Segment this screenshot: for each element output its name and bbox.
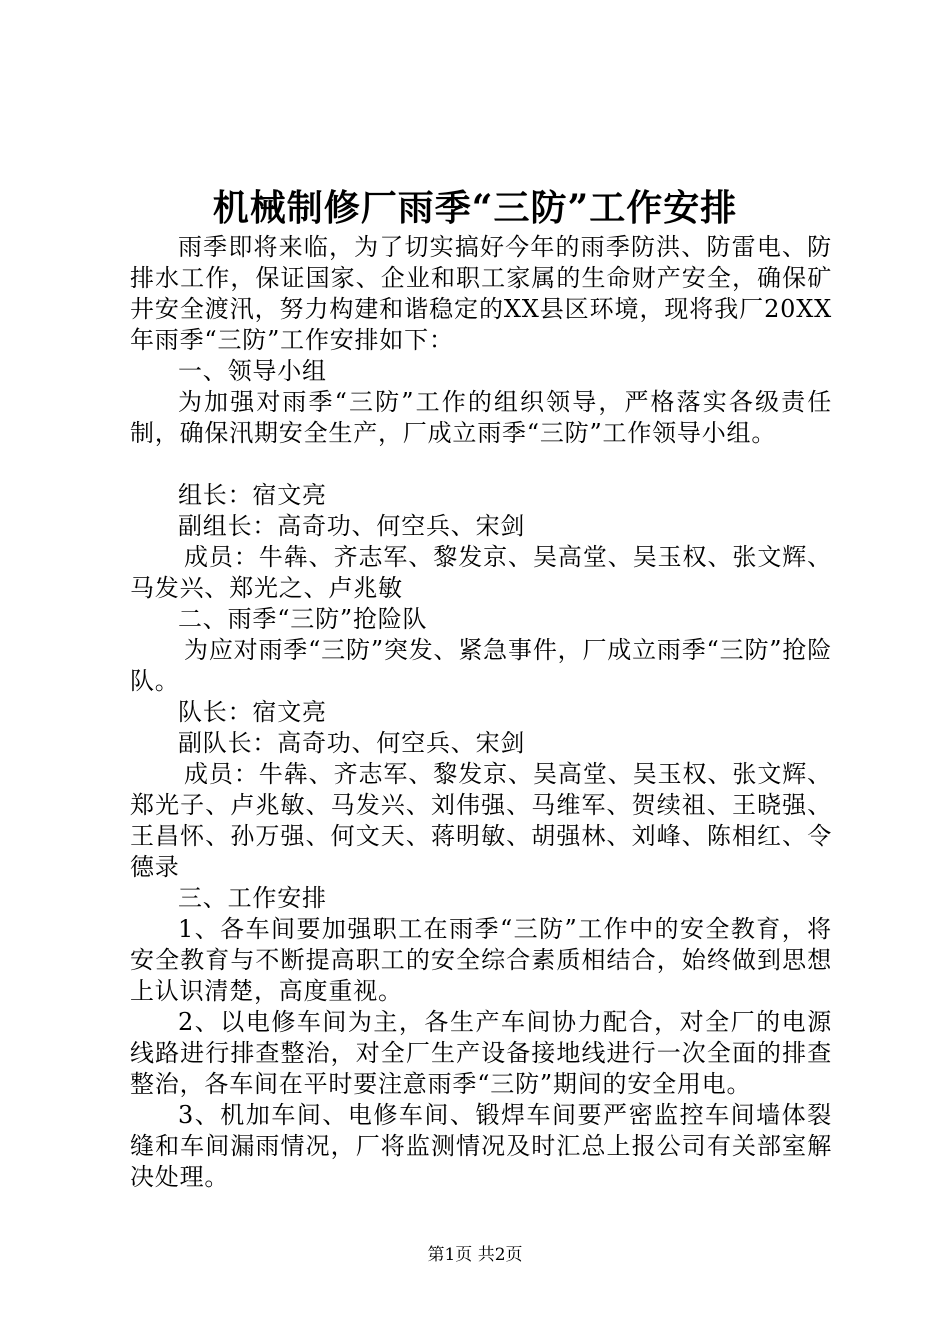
deputy-leader-line: 副组长：高奇功、何空兵、宋剑	[178, 512, 526, 540]
leadership-paragraph: 为加强对雨季“三防”工作的组织领导，严格落实各级责任制，确保汛期安全生产，厂成立雨季“三防”工作领导小组。	[130, 388, 832, 447]
section-heading-rescue-team: 二、雨季“三防”抢险队	[178, 605, 428, 633]
leader-line: 组长：宿文亮	[178, 481, 327, 509]
work-item-3: 3、机加车间、电修车间、锻焊车间要严密监控车间墙体裂缝和车间漏雨情况，厂将监测情况及时汇总上报公司有关部室解决处理。	[130, 1101, 832, 1191]
document-title: 机械制修厂雨季“三防”工作安排	[212, 187, 738, 229]
document-body	[130, 232, 832, 1193]
section-heading-leadership: 一、领导小组	[178, 357, 327, 385]
vice-captain-line: 副队长：高奇功、何空兵、宋剑	[178, 729, 526, 757]
blank-line	[130, 449, 832, 480]
section-heading-work-plan: 三、工作安排	[178, 884, 327, 912]
page-footer: 第1页 共2页	[427, 1245, 523, 1265]
work-item-1: 1、各车间要加强职工在雨季“三防”工作中的安全教育，将安全教育与不断提高职工的安全综合素质相结合，始终做到思想上认识清楚，高度重视。	[130, 915, 832, 1005]
rescue-team-paragraph: 为应对雨季“三防”突发、紧急事件，厂成立雨季“三防”抢险队。	[130, 636, 832, 695]
captain-line: 队长：宿文亮	[178, 698, 327, 726]
intro-paragraph: 雨季即将来临，为了切实搞好今年的雨季防洪、防雷电、防排水工作，保证国家、企业和职工家属的生命财产安全，确保矿井安全渡汛，努力构建和谐稳定的XX县区环境，现将我厂20XX年雨季“三防”工作安排如下：	[130, 233, 832, 354]
team-members-line: 成员：牛犇、齐志军、黎发京、吴高堂、吴玉权、张文辉、郑光子、卢兆敏、马发兴、刘伟强、马维军、贺续祖、王晓强、王昌怀、孙万强、何文天、蒋明敏、胡强林、刘峰、陈相红、令德录	[130, 760, 832, 881]
work-item-2: 2、以电修车间为主，各生产车间协力配合，对全厂的电源线路进行排查整治，对全厂生产设备接地线进行一次全面的排查整治，各车间在平时要注意雨季“三防”期间的安全用电。	[130, 1008, 832, 1098]
members-line: 成员：牛犇、齐志军、黎发京、吴高堂、吴玉权、张文辉、马发兴、郑光之、卢兆敏	[130, 543, 832, 602]
